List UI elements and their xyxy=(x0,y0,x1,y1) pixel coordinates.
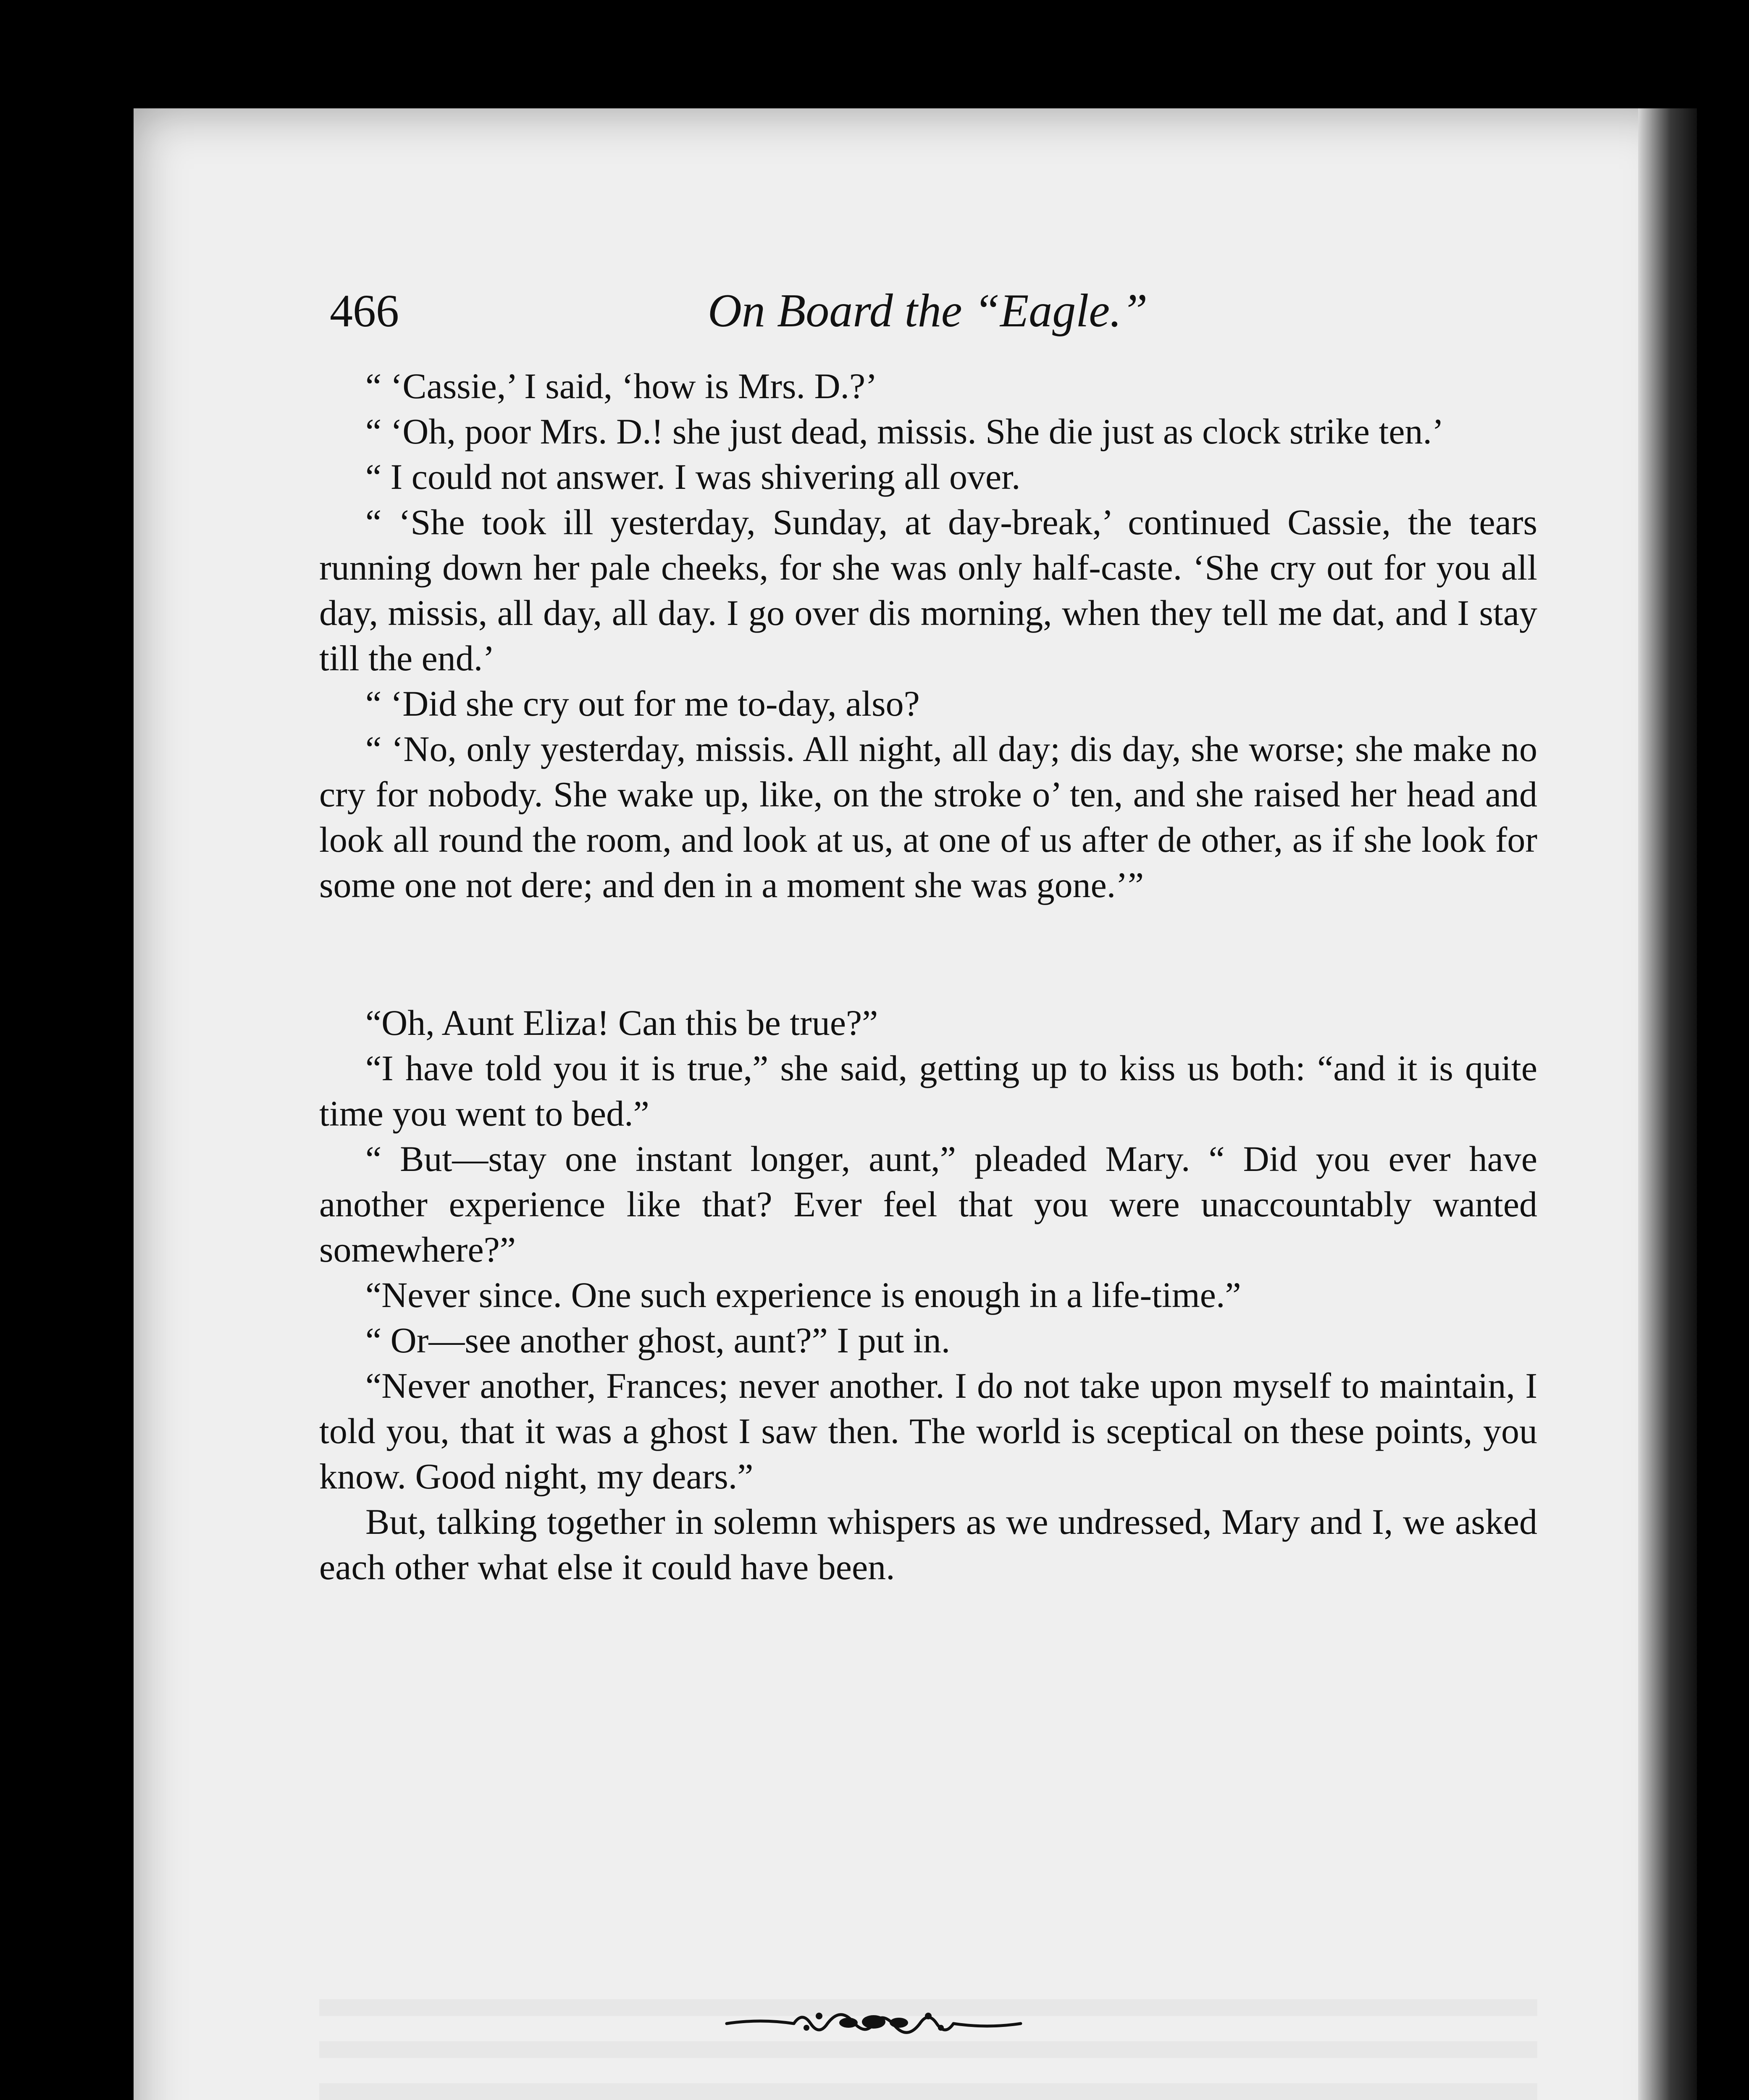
page-number: 466 xyxy=(330,285,399,336)
paragraph: But, talking together in solemn whispers as we undressed, Mary and I, we asked each other what else it could have been. xyxy=(319,1502,1537,1587)
paragraph: “Never since. One such experience is enough in a life-time.” xyxy=(365,1275,1241,1315)
paragraph: “ ‘Did she cry out for me to-day, also? xyxy=(365,683,920,724)
paragraph: “ ‘No, only yesterday, missis. All night, all day; dis day, she worse; she make no cry for nobody. She wake up, like, on the stroke o’ ten, and she raised her head and look all round the room, and look at us, at one of us after de other, as if she look for some one not dere; and den in a moment she was gone.’” xyxy=(319,729,1537,905)
paragraph: “ I could not answer. I was shivering all over. xyxy=(365,457,1021,497)
running-title: On Board the “Eagle.” xyxy=(708,285,1148,337)
vine-scroll-ornament-icon xyxy=(722,2003,1025,2041)
page-body-text xyxy=(319,363,1537,1590)
paragraph: “Never another, Frances; never another. I do not take upon myself to maintain, I told you, that it was a ghost I saw then. The world is sceptical on these points, you know. Good night, my dears.” xyxy=(319,1365,1537,1496)
paragraph: “I have told you it is true,” she said, getting up to kiss us both: “and it is quite time you went to bed.” xyxy=(319,1048,1537,1134)
paragraph: “Oh, Aunt Eliza! Can this be true?” xyxy=(365,1003,878,1043)
paragraph: “ ‘Cassie,’ I said, ‘how is Mrs. D.?’ xyxy=(365,366,877,406)
paragraph: “ Or—see another ghost, aunt?” I put in. xyxy=(365,1320,951,1360)
paragraph: “ But—stay one instant longer, aunt,” pleaded Mary. “ Did you ever have another experience like that? Ever feel that you were unaccountably wanted somewhere?” xyxy=(319,1139,1537,1270)
page-header xyxy=(330,269,1548,353)
paragraph: “ ‘She took ill yesterday, Sunday, at day-break,’ continued Cassie, the tears running down her pale cheeks, for she was only half-caste. ‘She cry out for you all day, missis, all day, all day. I go over dis morning, when they tell me dat, and I stay till the end.’ xyxy=(319,502,1537,678)
section-gap xyxy=(319,908,1537,1000)
paragraph: “ ‘Oh, poor Mrs. D.! she just dead, missis. She die just as clock strike ten.’ xyxy=(365,411,1444,452)
page-edge-shadow xyxy=(1638,108,1697,2100)
